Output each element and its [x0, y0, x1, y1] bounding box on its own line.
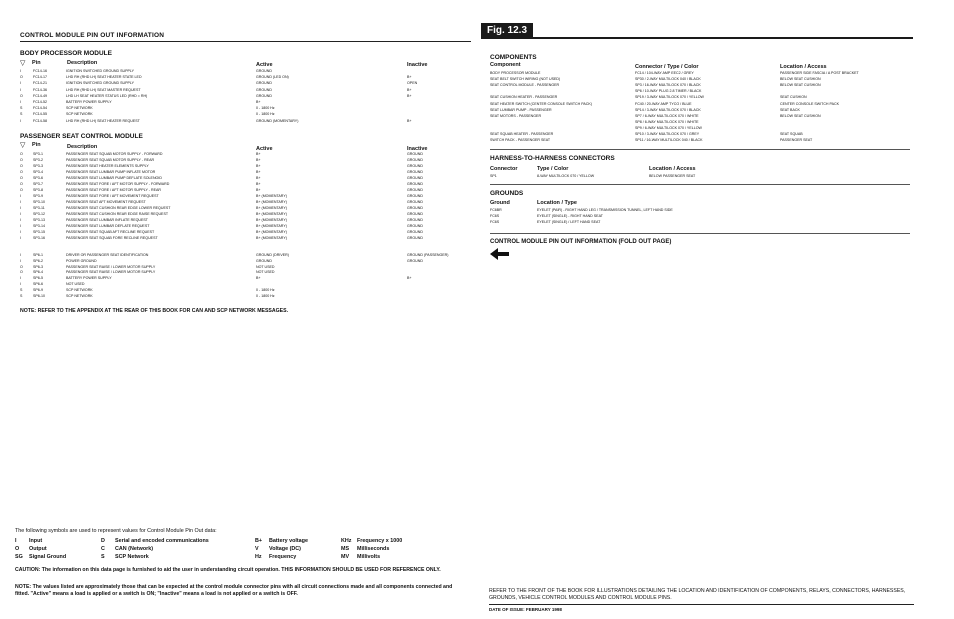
pin-description: SCP NETWORK [66, 112, 93, 117]
pin-description: PASSENGER SEAT SQUAB AFT RECLINE REQUEST [66, 230, 155, 234]
io-code: O [20, 93, 23, 98]
symbol-meaning: Frequency x 1000 [357, 538, 403, 544]
component-location: BELOW SEAT CUSHION [780, 77, 821, 82]
pin-id: FC14-49 [33, 93, 47, 98]
table-row [490, 120, 910, 126]
pin-id: SP3-8 [33, 188, 43, 192]
pin-description: SCP NETWORK [66, 106, 93, 111]
table-row [490, 71, 910, 77]
table-row [20, 119, 470, 125]
seat-col-desc: Description [67, 144, 98, 150]
ground-id: FC6S [490, 220, 500, 224]
harness-title: HARNESS-TO-HARNESS CONNECTORS [490, 155, 615, 162]
inactive-value: GROUND [407, 170, 423, 174]
active-value: B+ [256, 276, 261, 281]
rule-2 [490, 184, 910, 185]
col-location: Location / Access [780, 64, 827, 70]
harness-columns [490, 166, 910, 173]
connector-type: SP9 / 6-WAY MULTILOCK 070 / YELLOW [635, 125, 702, 130]
pin-id: SP6-10 [33, 293, 45, 298]
pin-description: SCP NETWORK [66, 293, 93, 298]
symbol-key: O [15, 546, 20, 552]
active-value: 0 - 1800 Hz [256, 112, 275, 117]
col-connector: Connector / Type / Color [635, 64, 699, 70]
table-row [490, 220, 910, 226]
inactive-value: GROUND [407, 164, 423, 168]
active-value: 0 - 1800 Hz [256, 106, 275, 111]
table-row [490, 108, 910, 114]
io-code: O [20, 170, 23, 174]
body-col-inactive: Inactive [407, 62, 428, 68]
symbol-key: D [101, 538, 105, 544]
pin-id: FC14-55 [33, 112, 47, 117]
active-value: GROUND (MOMENTARY) [256, 118, 299, 123]
io-code: I [20, 253, 21, 257]
io-code: O [20, 158, 23, 162]
symbols-intro: The following symbols are used to represent values for Control Module Pin Out data: [15, 528, 217, 534]
component-name: SEAT MOTORS - PASSENGER [490, 113, 542, 118]
active-value: NOT USED [256, 270, 275, 275]
connector-location: BELOW PASSENGER SEAT [649, 174, 696, 178]
values-note: NOTE: The values listed are approximately those that can be expected at the control module connector pins with all circuit connections made and all components connected and fitted. "Active" means a load is applied or a switch is ON; "Inactive" means a load is not applied or a switch is OFF. [15, 584, 453, 597]
io-code: O [20, 75, 23, 80]
symbol-key: MV [341, 554, 350, 560]
symbol-key: I [15, 538, 17, 544]
inactive-value: GROUND [407, 224, 423, 228]
component-name: BODY PROCESSOR MODULE [490, 71, 541, 75]
active-value: B+ (MOMENTARY) [256, 236, 287, 240]
connector-type: SP19 / 3-WAY MULTILOCK 070 / YELLOW [635, 95, 704, 100]
symbol-meaning: Millivolts [357, 554, 381, 560]
component-name: SEAT HEATER SWITCH (CENTER CONSOLE SWITCH PACK) [490, 101, 592, 106]
table-row [20, 294, 470, 300]
active-value: B+ [256, 164, 261, 168]
symbol-key: Hz [255, 554, 262, 560]
io-code: I [20, 81, 21, 86]
pin-description: NOT USED [66, 282, 85, 286]
active-value: B+ [256, 182, 261, 186]
pin-id: FC14-16 [33, 69, 47, 73]
pin-description: SCP NETWORK [66, 287, 93, 292]
pin-id: SP6-6 [33, 282, 43, 286]
symbol-meaning: Battery voltage [269, 538, 308, 544]
io-code: O [20, 176, 23, 180]
io-code: I [20, 276, 21, 281]
symbol-meaning: Input [29, 538, 43, 544]
pin-description: PASSENGER SEAT FORE / AFT MOTOR SUPPLY - FORWARD [66, 182, 170, 186]
io-code: I [20, 87, 21, 92]
ground-id: FC6BR [490, 208, 502, 212]
active-value: B+ (MOMENTARY) [256, 200, 287, 204]
inactive-value: B+ [407, 93, 412, 98]
symbol-key: MS [341, 546, 350, 552]
pin-id: FC14-17 [33, 75, 47, 80]
header-rule [20, 41, 471, 42]
grounds-columns [490, 200, 910, 207]
pin-id: SP3-11 [33, 206, 45, 210]
io-code: I [20, 258, 21, 263]
page-header: CONTROL MODULE PIN OUT INFORMATION [20, 32, 165, 39]
refer-note: REFER TO THE FRONT OF THE BOOK FOR ILLUSTRATIONS DETAILING THE LOCATION AND IDENTIFICATION OF COMPONENTS, RELAYS, CONNECTORS, HARNESSES, GROUNDS, VEHICLE CONTROL MODULES AND CONTROL MODULE PINS. [489, 588, 906, 601]
figure-label: Fig. 12.3 [481, 23, 533, 38]
body-module-title: BODY PROCESSOR MODULE [20, 50, 112, 57]
connector-type: SP3 / 16-WAY MULTILOCK 070 / BLACK [635, 83, 701, 88]
table-row [490, 114, 910, 120]
components-table [490, 71, 910, 146]
inactive-value: GROUND [407, 200, 423, 204]
pin-id: SP6-4 [33, 270, 43, 275]
symbol-key: V [255, 546, 259, 552]
active-value: B+ (MOMENTARY) [256, 224, 287, 228]
ground-location: EYELET (PAIR) - RIGHT HAND LEG / TRANSMISSION TUNNEL, LEFT HAND SIDE [537, 208, 673, 212]
pin-id: SP6-2 [33, 258, 43, 263]
symbol-meaning: CAN (Network) [115, 546, 154, 552]
pin-description: PASSENGER SEAT CUSHION REAR EDGE RAISE REQUEST [66, 212, 169, 216]
symbol-meaning: Signal Ground [29, 554, 67, 560]
table-row [20, 94, 470, 100]
inactive-value: GROUND [407, 258, 423, 263]
io-code: I [20, 212, 21, 216]
seat-col-active: Active [256, 146, 273, 152]
active-value: B+ [256, 176, 261, 180]
pin-id: SP6-9 [33, 287, 43, 292]
inactive-value: B+ [407, 118, 412, 123]
table-row [20, 106, 470, 112]
caution-text: CAUTION: The information on this data page is furnished to aid the user in understanding circuit operation. THIS INFORMATION SHOULD BE USED FOR REFERENCE ONLY. [15, 567, 441, 573]
pin-description: PASSENGER SEAT HEATER ELEMENTS SUPPLY [66, 164, 149, 168]
io-code: I [20, 118, 21, 123]
io-code: S [20, 106, 23, 111]
symbol-key: C [101, 546, 105, 552]
component-location: SEAT SQUAB [780, 132, 803, 136]
active-value: 0 - 1800 Hz [256, 287, 275, 292]
connector-type: SP6 / 10-WAY PLUG 2.8 TIMER / BLACK [635, 89, 702, 94]
harness-col-header: Connector [490, 166, 518, 172]
pin-description: LHD RH (RHD LH) SEAT MASTER REQUEST [66, 87, 141, 92]
component-location: PASSENGER SEAT [780, 138, 813, 143]
table-row [490, 126, 910, 132]
pin-id: FC14-58 [33, 118, 47, 123]
pin-id: SP3-4 [33, 170, 43, 174]
inactive-value: GROUND [407, 176, 423, 180]
table-row [20, 88, 470, 94]
inactive-value: GROUND [407, 212, 423, 216]
inactive-value: GROUND (PASSENGER) [407, 253, 449, 257]
io-code: I [20, 282, 21, 286]
inactive-value: GROUND [407, 158, 423, 162]
pin-description: BATTERY POWER SUPPLY [66, 276, 112, 281]
active-value: GROUND (DRIVER) [256, 253, 289, 257]
pin-id: FC14-21 [33, 81, 47, 86]
seat-col-inactive: Inactive [407, 146, 428, 152]
inactive-value: B+ [407, 276, 412, 281]
io-code: O [20, 188, 23, 192]
component-location: SEAT BACK [780, 107, 800, 112]
table-row [490, 89, 910, 95]
symbol-meaning: Frequency [269, 554, 297, 560]
body-col-desc: Description [67, 60, 98, 66]
pin-id: SP6-5 [33, 276, 43, 281]
table-row [490, 102, 910, 108]
table-row [490, 83, 910, 89]
component-name: SEAT CUSHION HEATER - PASSENGER [490, 95, 558, 100]
pin-description: PASSENGER SEAT FORE / AFT MOVEMENT REQUEST [66, 194, 159, 198]
symbol-key: B+ [255, 538, 263, 544]
body-module-table [20, 69, 470, 125]
io-code: O [20, 164, 23, 168]
active-value: B+ (MOMENTARY) [256, 218, 287, 222]
active-value: GROUND (LED ON) [256, 75, 289, 80]
connector-type: SP10 / 3-WAY MULTILOCK 070 / GREY [635, 132, 700, 136]
pin-id: SP3-15 [33, 230, 45, 234]
connector-type: SP30 / 2-WAY MULTILOCK 040 / BLACK [635, 77, 701, 82]
pin-description: BATTERY POWER SUPPLY [66, 100, 112, 104]
grounds-title: GROUNDS [490, 190, 524, 197]
table-row [20, 100, 470, 106]
grounds-col-header: Location / Type [537, 200, 577, 206]
pin-description: POWER GROUND [66, 258, 97, 263]
component-location: SEAT CUSHION [780, 95, 807, 100]
io-code: I [20, 230, 21, 234]
active-value: GROUND [256, 87, 272, 92]
pin-description: IGNITION SWITCHED GROUND SUPPLY [66, 81, 135, 86]
pin-description: DRIVER OR PASSENGER SEAT IDENTIFICATION [66, 253, 149, 257]
pin-description: LHD RH (RHD LH) SEAT HEATER STATE LED [66, 75, 142, 80]
pin-description: PASSENGER SEAT SQUAB MOTOR SUPPLY - FORWARD [66, 152, 163, 156]
active-value: NOT USED [256, 264, 275, 269]
pin-id: SP3-12 [33, 212, 45, 216]
io-code: O [20, 264, 23, 269]
inactive-value: GROUND [407, 152, 423, 156]
io-code: O [20, 152, 23, 156]
pin-id: SP3-10 [33, 200, 45, 204]
table-row [490, 174, 910, 180]
seat-module-table [20, 152, 470, 247]
pin-description: LHD LH SEAT HEATER STATUS LED (RHD = RH) [66, 93, 148, 98]
pin-id: SP3-3 [33, 164, 43, 168]
io-code: S [20, 293, 23, 298]
figure-bar [481, 37, 913, 39]
connector-type: SP8 / 6-WAY MULTILOCK 070 / WHITE [635, 119, 699, 124]
seat-module-table-2 [20, 253, 470, 303]
pin-description: PASSENGER SEAT LUMBAR DEFLATE REQUEST [66, 224, 150, 228]
pin-id: SP3-14 [33, 224, 45, 228]
pin-description: PASSENGER SEAT LUMBAR PUMP DEFLATE SOLENOID [66, 176, 162, 180]
inactive-value: GROUND [407, 218, 423, 222]
inactive-value: B+ [407, 87, 412, 92]
symbol-meaning: Milliseconds [357, 546, 390, 552]
col-component: Component [490, 62, 521, 68]
io-code: I [20, 236, 21, 240]
pin-id: SP6-1 [33, 253, 43, 257]
active-value: 0 - 1800 Hz [256, 293, 275, 298]
inactive-value: GROUND [407, 236, 423, 240]
io-code: I [20, 224, 21, 228]
harness-col-header: Location / Access [649, 166, 696, 172]
io-code: I [20, 206, 21, 210]
io-code: I [20, 69, 21, 73]
connector-type: 8-WAY MULTILOCK 070 / YELLOW [537, 174, 595, 178]
active-value: B+ [256, 152, 261, 156]
io-code: I [20, 194, 21, 198]
active-value: B+ (MOMENTARY) [256, 212, 287, 216]
seat-module-title: PASSENGER SEAT CONTROL MODULE [20, 133, 143, 140]
pin-description: PASSENGER SEAT RAISE / LOWER MOTOR SUPPLY [66, 270, 156, 275]
table-row [490, 77, 910, 83]
appendix-note: NOTE: REFER TO THE APPENDIX AT THE REAR OF THIS BOOK FOR CAN AND SCP NETWORK MESSAGES. [20, 308, 289, 314]
table-row [20, 112, 470, 118]
connector-type: SP14 / 3-WAY MULTILOCK 070 / BLACK [635, 107, 701, 112]
pin-id: SP3-6 [33, 176, 43, 180]
inactive-value: OPEN [407, 81, 418, 86]
table-row [490, 132, 910, 138]
arrow-left-icon[interactable] [490, 247, 510, 259]
pin-description: IGNITION SWITCHED GROUND SUPPLY [66, 69, 135, 73]
active-value: GROUND [256, 69, 272, 73]
component-location: BELOW SEAT CUSHION [780, 83, 821, 88]
active-value: B+ [256, 100, 261, 104]
inactive-value: GROUND [407, 182, 423, 186]
triangle-icon: ▽ [20, 60, 26, 67]
ground-location: EYELET (SINGLE) / LEFT HAND SEAT [537, 220, 601, 224]
component-name: SEAT CONTROL MODULE - PASSENGER [490, 83, 560, 88]
symbol-meaning: Voltage (DC) [269, 546, 301, 552]
active-value: B+ (MOMENTARY) [256, 194, 287, 198]
pin-id: SP6-3 [33, 264, 43, 269]
component-location: CENTER CONSOLE SWITCH PACK [780, 101, 840, 106]
io-code: I [20, 200, 21, 204]
symbols-legend [15, 538, 455, 566]
io-code: O [20, 182, 23, 186]
io-code: O [20, 270, 23, 275]
io-code: S [20, 287, 23, 292]
pin-description: PASSENGER SEAT LUMBAR INFLATE REQUEST [66, 218, 149, 222]
pin-description: PASSENGER SEAT RAISE / LOWER MOTOR SUPPLY [66, 264, 156, 269]
active-value: B+ (MOMENTARY) [256, 206, 287, 210]
connector-id: SP1 [490, 174, 497, 178]
foldout-link[interactable]: CONTROL MODULE PIN OUT INFORMATION (FOLD OUT PAGE) [490, 239, 672, 245]
connector-type: SP11 / 16-WAY MULTILOCK 040 / BLACK [635, 138, 703, 143]
active-value: GROUND [256, 81, 272, 86]
triangle-icon: ▽ [20, 142, 26, 149]
pin-description: PASSENGER SEAT CUSHION REAR EDGE LOWER REQUEST [66, 206, 171, 210]
rule-1 [490, 149, 910, 150]
symbol-key: S [101, 554, 105, 560]
connector-type: FC14 / 104-WAY AMP EEC2 / GREY [635, 71, 694, 75]
io-code: S [20, 112, 23, 117]
inactive-value: GROUND [407, 188, 423, 192]
symbol-key: KHz [341, 538, 352, 544]
inactive-value: GROUND [407, 206, 423, 210]
pin-id: SP3-1 [33, 152, 43, 156]
component-location: BELOW SEAT CUSHION [780, 113, 821, 118]
symbol-meaning: Serial and encoded communications [115, 538, 209, 544]
connector-type: FC40 / 20-WAY AMP TYCO / BLUE [635, 101, 692, 106]
pin-description: PASSENGER SEAT SQUAB MOTOR SUPPLY - REAR [66, 158, 155, 162]
inactive-value: GROUND [407, 230, 423, 234]
active-value: B+ [256, 170, 261, 174]
active-value: GROUND [256, 258, 272, 263]
rule-3 [490, 233, 910, 234]
active-value: GROUND [256, 93, 272, 98]
connector-type: SP7 / 6-WAY MULTILOCK 070 / WHITE [635, 113, 699, 118]
body-col-pin: ▽ Pin [20, 60, 41, 67]
inactive-value: B+ [407, 75, 412, 80]
pin-id: FC14-52 [33, 100, 47, 104]
harness-table [490, 174, 910, 182]
pin-description: PASSENGER SEAT AFT MOVEMENT REQUEST [66, 200, 146, 204]
symbol-key: SG [15, 554, 23, 560]
table-row [490, 138, 910, 144]
footer-rule [489, 604, 914, 605]
pin-description: PASSENGER SEAT FORE / AFT MOTOR SUPPLY - REAR [66, 188, 161, 192]
pin-description: PASSENGER SEAT LUMBAR PUMP INFLATE MOTOR [66, 170, 156, 174]
pin-id: SP3-2 [33, 158, 43, 162]
seat-col-pin: ▽ Pin [20, 142, 41, 149]
component-location: PASSENGER SIDE FASCIA / A POST BRACKET [780, 71, 859, 75]
body-col-active: Active [256, 62, 273, 68]
issue-date: DATE OF ISSUE: FEBRUARY 1998 [489, 607, 562, 612]
symbol-meaning: Output [29, 546, 47, 552]
table-row [20, 81, 470, 87]
io-code: I [20, 218, 21, 222]
table-row [20, 75, 470, 81]
active-value: B+ [256, 188, 261, 192]
table-row [490, 95, 910, 101]
components-title: COMPONENTS [490, 54, 537, 61]
grounds-table [490, 208, 910, 228]
pin-description: PASSENGER SEAT SQUAB FORE RECLINE REQUEST [66, 236, 158, 240]
component-name: SEAT BELT SWITCH WIRING (NOT USED) [490, 77, 561, 82]
component-name: SWITCH PACK - PASSENGER SEAT [490, 138, 551, 143]
harness-col-header: Type / Color [537, 166, 569, 172]
active-value: B+ (MOMENTARY) [256, 230, 287, 234]
pin-id: FC14-36 [33, 87, 47, 92]
symbol-meaning: SCP Network [115, 554, 149, 560]
ground-location: EYELET (SINGLE) - RIGHT HAND SEAT [537, 214, 603, 218]
pin-id: SP3-13 [33, 218, 45, 222]
pin-id: SP3-9 [33, 194, 43, 198]
table-row [20, 236, 470, 242]
component-name: SEAT SQUAB HEATER - PASSENGER [490, 132, 554, 136]
pin-id: SP3-16 [33, 236, 45, 240]
table-row [20, 69, 470, 75]
active-value: B+ [256, 158, 261, 162]
component-name: SEAT LUMBAR PUMP - PASSENGER [490, 107, 552, 112]
pin-id: SP3-7 [33, 182, 43, 186]
io-code: I [20, 100, 21, 104]
inactive-value: GROUND [407, 194, 423, 198]
pin-id: FC14-54 [33, 106, 47, 111]
ground-id: FC6S [490, 214, 500, 218]
grounds-col-header: Ground [490, 200, 510, 206]
pin-description: LHD RH (RHD LH) SEAT HEATER REQUEST [66, 118, 140, 123]
